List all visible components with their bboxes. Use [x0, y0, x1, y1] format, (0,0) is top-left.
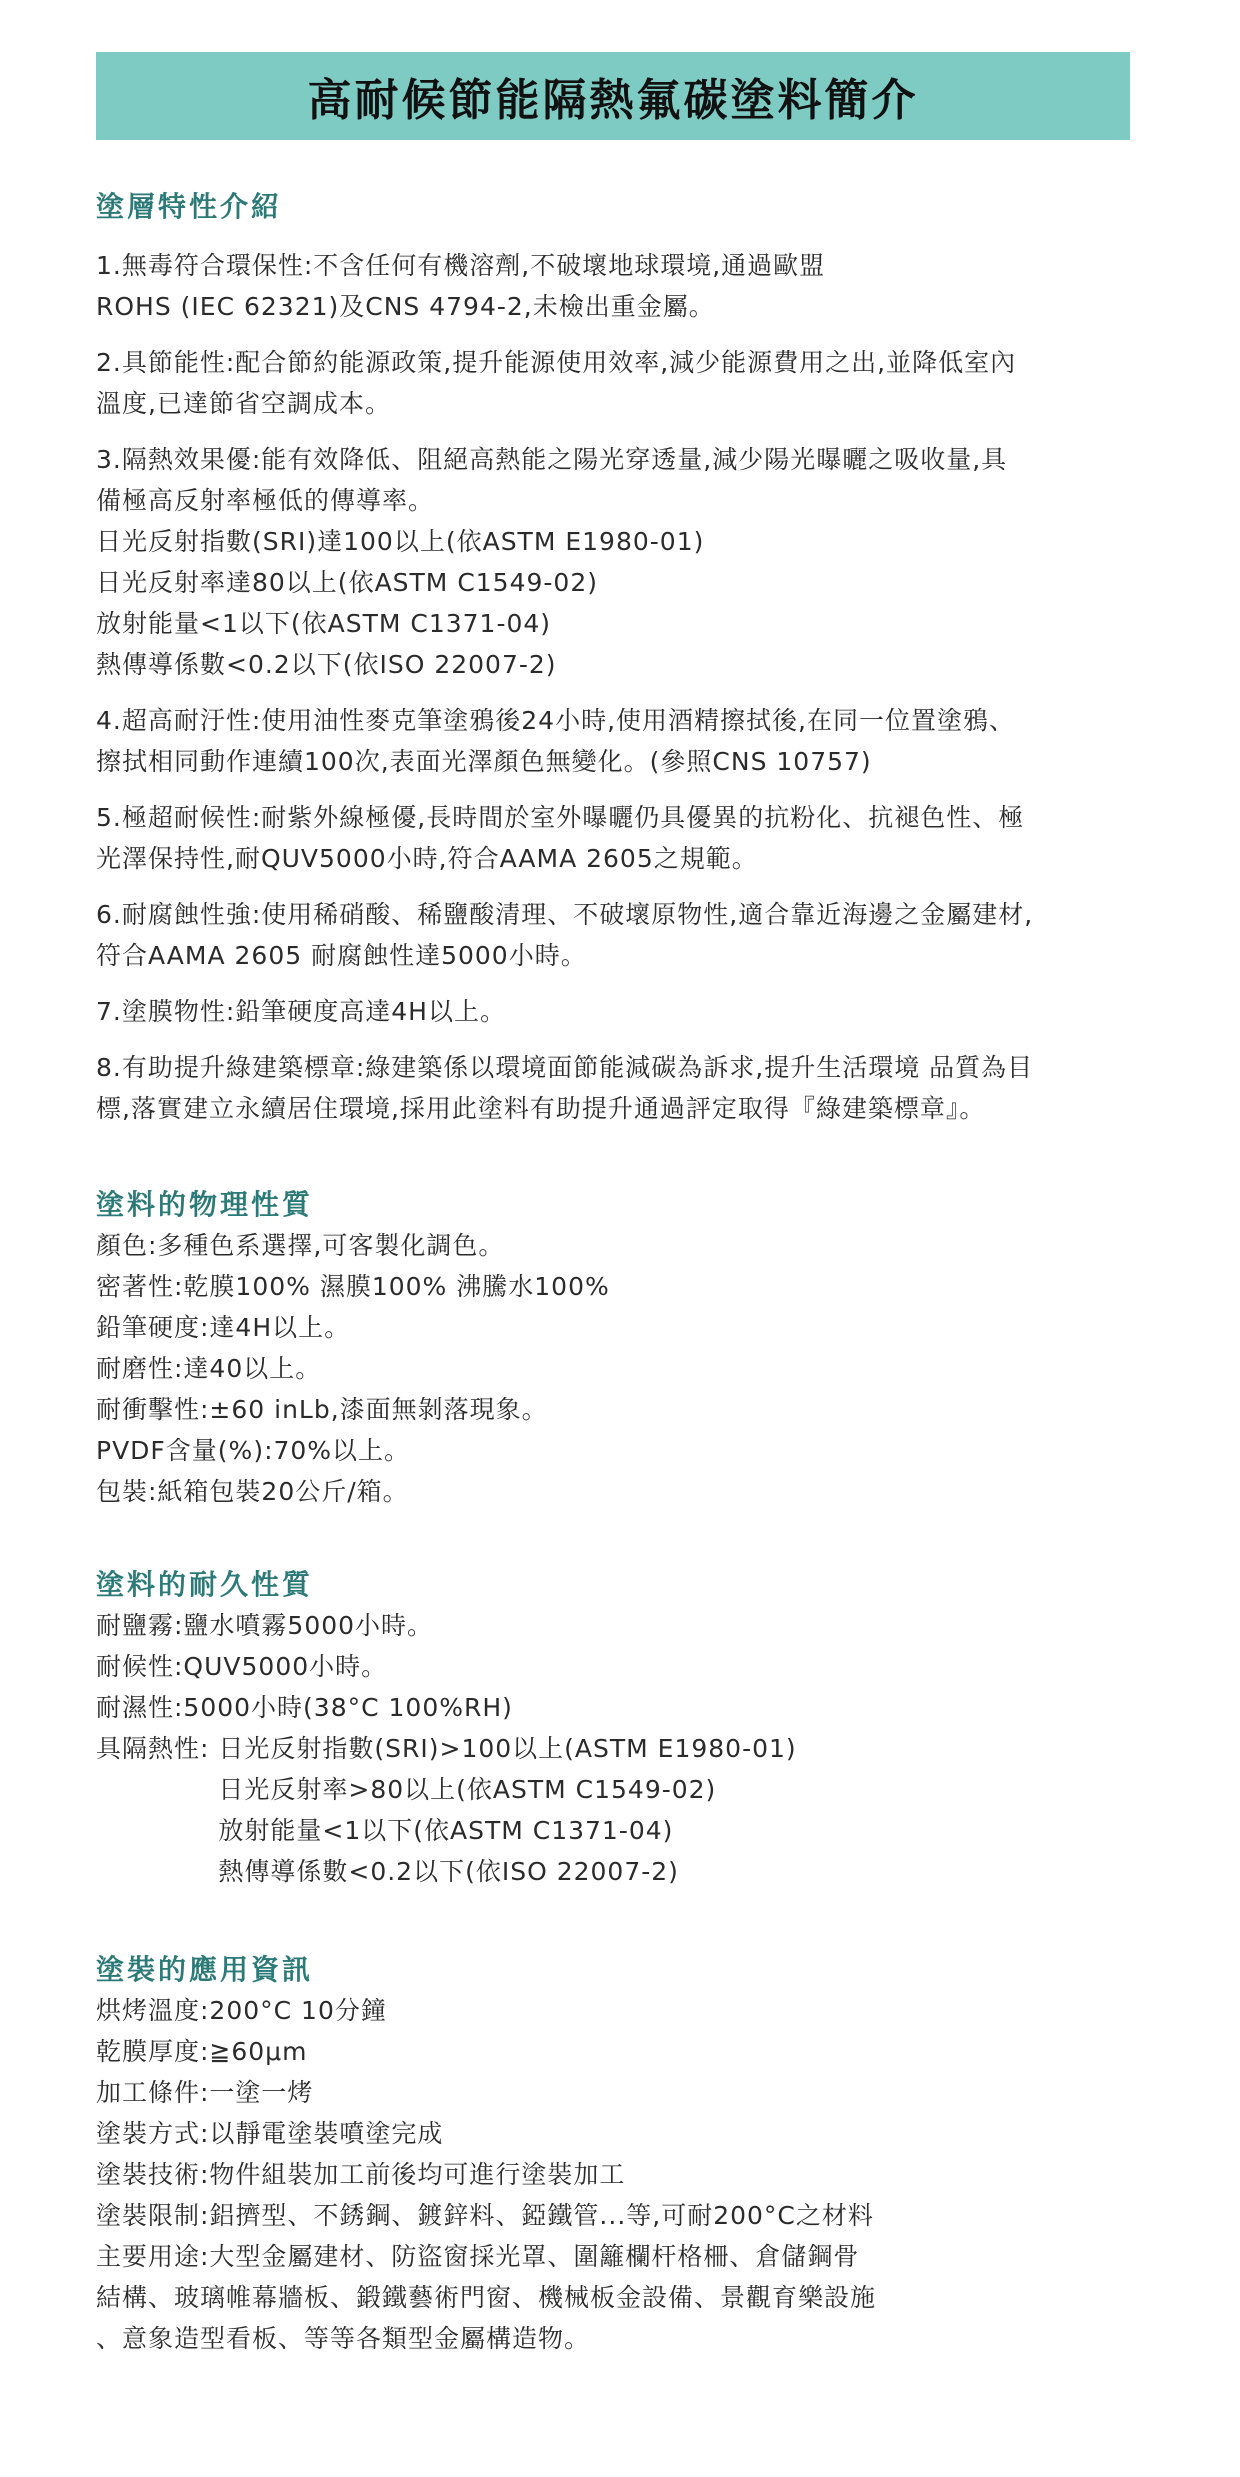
application-list	[96, 1990, 1156, 2359]
insulation-item-line: 放射能量<1以下(依ASTM C1371-04)	[218, 1816, 674, 1845]
physical-property-line: 密著性:乾膜100% 濕膜100% 沸騰水100%	[96, 1272, 610, 1301]
physical-property-line: PVDF含量(%):70%以上。	[96, 1436, 411, 1465]
feature-line: 符合AAMA 2605 耐腐蝕性達5000小時。	[96, 941, 587, 970]
feature-line: 標,落實建立永續居住環境,採用此塗料有助提升通過評定取得『綠建築標章』。	[96, 1094, 986, 1123]
insulation-list	[218, 1728, 796, 1892]
application-info-line: 、意象造型看板、等等各類型金屬構造物。	[96, 2324, 591, 2353]
feature-line: 備極高反射率極低的傳導率。	[96, 486, 435, 515]
feature-line: 2.具節能性:配合節約能源政策,提升能源使用效率,減少能源費用之出,並降低室內	[96, 348, 1017, 377]
feature-line: 5.極超耐候性:耐紫外線極優,長時間於室外曝曬仍具優異的抗粉化、抗褪色性、極	[96, 803, 1025, 832]
application-section	[96, 1950, 1156, 2359]
feature-line: 日光反射率達80以上(依ASTM C1549-02)	[96, 568, 598, 597]
application-info-line: 塗裝方式:以靜電塗裝噴塗完成	[96, 2119, 444, 2148]
feature-line: 擦拭相同動作連續100次,表面光澤顏色無變化。(參照CNS 10757)	[96, 747, 872, 776]
physical-property-line: 顏色:多種色系選擇,可客製化調色。	[96, 1231, 505, 1260]
physical-property-line: 耐磨性:達40以上。	[96, 1354, 322, 1383]
durability-heading: 塗料的耐久性質	[96, 1568, 314, 1601]
feature-line: 光澤保持性,耐QUV5000小時,符合AAMA 2605之規範。	[96, 844, 758, 873]
application-info-line: 塗裝限制:鋁擠型、不銹鋼、鍍鋅料、錏鐵管...等,可耐200°C之材料	[96, 2201, 874, 2230]
insulation-item-line: 熱傳導係數<0.2以下(依ISO 22007-2)	[218, 1857, 679, 1886]
application-heading: 塗裝的應用資訊	[96, 1953, 314, 1986]
feature-line: 3.隔熱效果優:能有效降低、阻絕高熱能之陽光穿透量,減少陽光曝曬之吸收量,具	[96, 445, 1008, 474]
feature-line: 放射能量<1以下(依ASTM C1371-04)	[96, 609, 552, 638]
physical-section	[96, 1185, 1156, 1512]
feature-line: 4.超高耐汙性:使用油性麥克筆塗鴉後24小時,使用酒精擦拭後,在同一位置塗鴉、	[96, 706, 1015, 735]
features-section	[96, 187, 1156, 1144]
feature-item	[96, 797, 1156, 879]
physical-property-line: 包裝:紙箱包裝20公斤/箱。	[96, 1477, 409, 1506]
feature-item	[96, 991, 1156, 1032]
feature-item	[96, 894, 1156, 976]
physical-heading: 塗料的物理性質	[96, 1188, 314, 1221]
feature-line: 熱傳導係數<0.2以下(依ISO 22007-2)	[96, 650, 557, 679]
feature-line: 溫度,已達節省空調成本。	[96, 389, 391, 418]
application-info-line: 結構、玻璃帷幕牆板、鍛鐵藝術門窗、機械板金設備、景觀育樂設施	[96, 2283, 877, 2312]
page-title: 高耐候節能隔熱氟碳塗料簡介	[307, 75, 919, 126]
physical-list	[96, 1225, 1156, 1512]
application-info-line: 烘烤溫度:200°C 10分鐘	[96, 1996, 387, 2025]
application-info-line: 塗裝技術:物件組裝加工前後均可進行塗裝加工	[96, 2160, 626, 2189]
feature-line: ROHS (IEC 62321)及CNS 4794-2,未檢出重金屬。	[96, 292, 715, 321]
physical-property-line: 鉛筆硬度:達4H以上。	[96, 1313, 351, 1342]
title-banner	[96, 52, 1130, 140]
durability-property-line: 耐候性:QUV5000小時。	[96, 1652, 388, 1681]
insulation-row	[96, 1728, 1156, 1892]
feature-line: 6.耐腐蝕性強:使用稀硝酸、稀鹽酸清理、不破壞原物性,適合靠近海邊之金屬建材,	[96, 900, 1034, 929]
durability-section	[96, 1565, 1156, 1892]
feature-item	[96, 1047, 1156, 1129]
durability-property-line: 耐鹽霧:鹽水噴霧5000小時。	[96, 1611, 434, 1640]
feature-item	[96, 439, 1156, 685]
feature-item	[96, 245, 1156, 327]
features-heading: 塗層特性介紹	[96, 190, 283, 223]
feature-item	[96, 342, 1156, 424]
feature-line: 日光反射指數(SRI)達100以上(依ASTM E1980-01)	[96, 527, 705, 556]
insulation-item-line: 日光反射率>80以上(依ASTM C1549-02)	[218, 1775, 717, 1804]
insulation-item-line: 日光反射指數(SRI)>100以上(ASTM E1980-01)	[218, 1734, 797, 1763]
physical-property-line: 耐衝擊性:±60 inLb,漆面無剝落現象。	[96, 1395, 548, 1424]
feature-line: 7.塗膜物性:鉛筆硬度高達4H以上。	[96, 997, 506, 1026]
application-info-line: 加工條件:一塗一烤	[96, 2078, 314, 2107]
application-info-line: 乾膜厚度:≧60μm	[96, 2037, 308, 2066]
feature-item	[96, 700, 1156, 782]
feature-line: 8.有助提升綠建築標章:綠建築係以環境面節能減碳為訴求,提升生活環境 品質為目	[96, 1053, 1034, 1082]
insulation-label: 具隔熱性:	[96, 1734, 219, 1763]
durability-list	[96, 1605, 1156, 1728]
features-list	[96, 245, 1156, 1129]
durability-property-line: 耐濕性:5000小時(38°C 100%RH)	[96, 1693, 513, 1722]
application-info-line: 主要用途:大型金屬建材、防盜窗採光罩、圍籬欄杆格柵、倉儲鋼骨	[96, 2242, 860, 2271]
feature-line: 1.無毒符合環保性:不含任何有機溶劑,不破壞地球環境,通過歐盟	[96, 251, 826, 280]
